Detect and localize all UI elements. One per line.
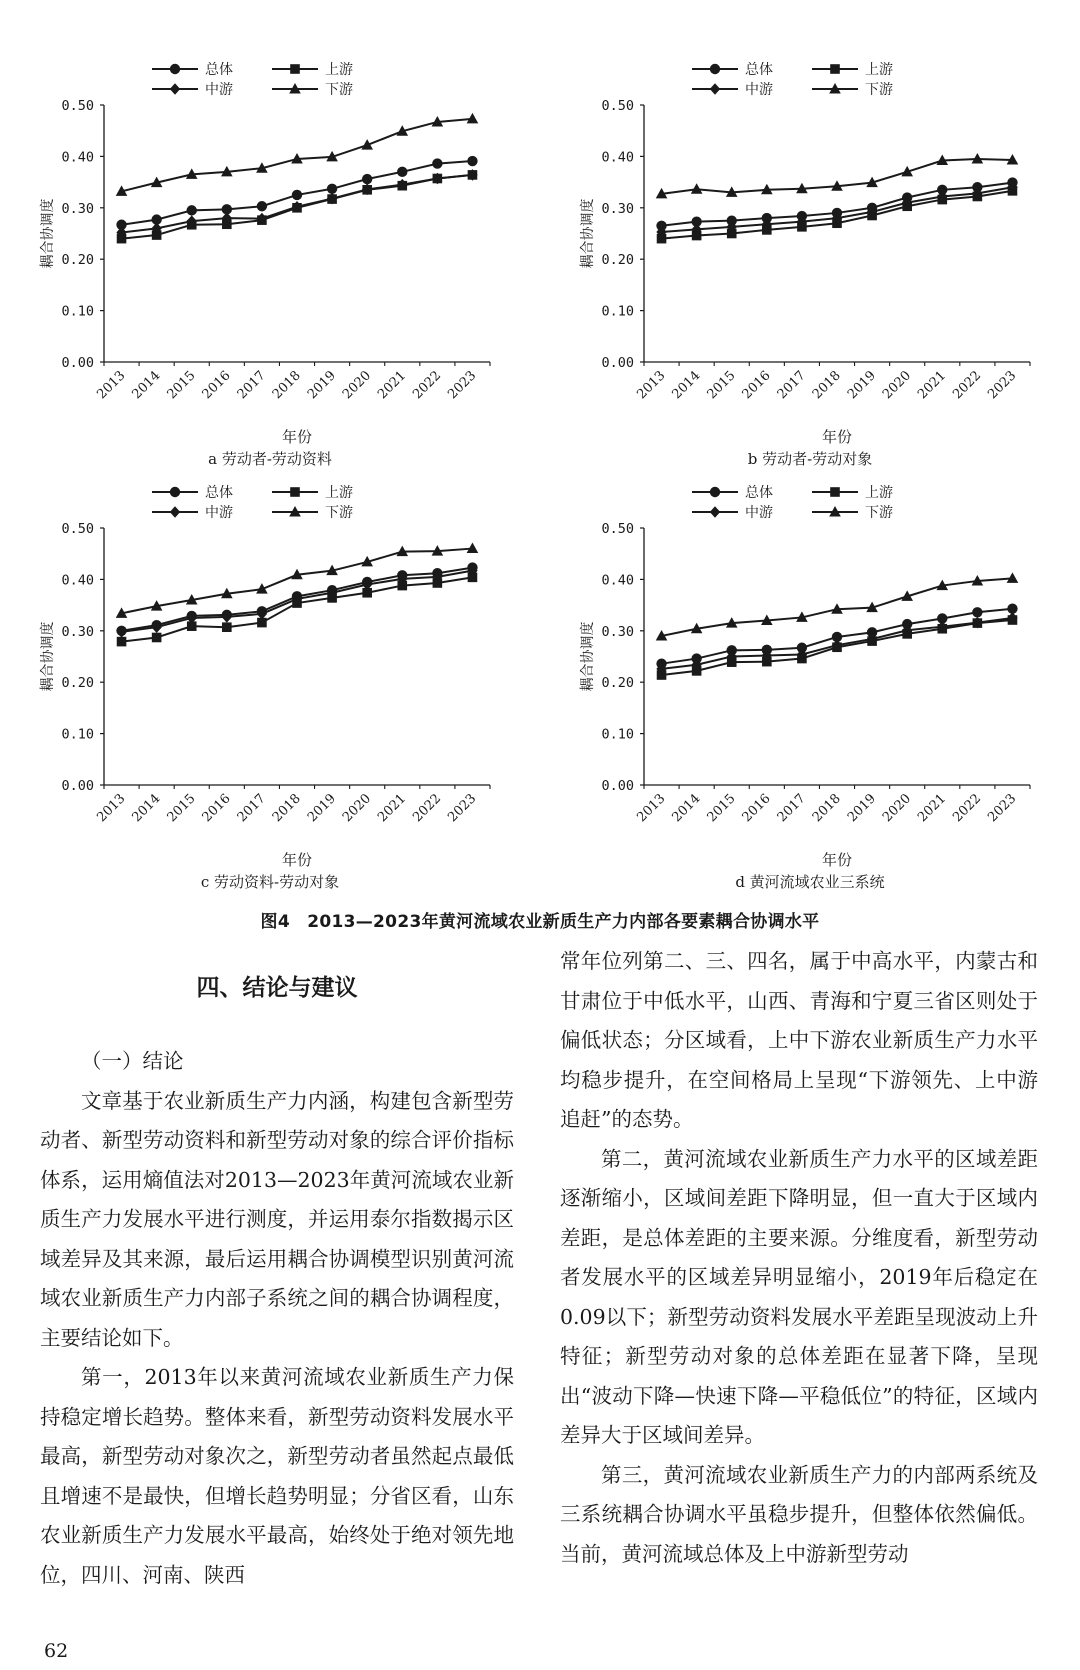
data-point	[187, 205, 197, 215]
data-point	[362, 174, 372, 184]
y-tick-label: 0.50	[61, 521, 94, 537]
chart-d	[540, 478, 1080, 893]
chart-d-svg	[540, 478, 1080, 893]
x-tick-label: 2018	[809, 368, 844, 403]
legend-marker	[170, 506, 180, 518]
data-point	[327, 184, 337, 194]
chart-a-xlabel: 年份	[281, 428, 312, 446]
legend-label: 中游	[745, 82, 773, 98]
x-tick-label: 2014	[129, 791, 164, 826]
x-tick-label: 2013	[94, 791, 129, 826]
legend-label: 中游	[205, 505, 233, 521]
x-tick-label: 2019	[304, 791, 339, 826]
y-tick-label: 0.00	[601, 778, 634, 794]
figure-caption: 图4 2013—2023年黄河流域农业新质生产力内部各要素耦合协调水平	[260, 912, 820, 932]
legend-marker	[710, 64, 720, 74]
data-point	[972, 607, 982, 617]
series-line	[122, 577, 473, 641]
x-tick-label: 2017	[774, 791, 809, 826]
x-tick-label: 2023	[985, 791, 1020, 826]
x-tick-label: 2020	[880, 791, 915, 826]
x-tick-label: 2018	[269, 791, 304, 826]
legend-label: 中游	[745, 505, 773, 521]
legend-marker	[170, 487, 180, 497]
x-tick-label: 2022	[410, 791, 445, 826]
data-point	[467, 543, 479, 554]
y-tick-label: 0.40	[61, 149, 94, 166]
legend-marker	[710, 487, 720, 497]
x-tick-label: 2023	[445, 791, 480, 826]
y-tick-label: 0.10	[61, 303, 94, 320]
chart-b-caption: b 劳动者-劳动对象	[747, 450, 873, 468]
legend-label: 下游	[865, 505, 893, 521]
y-axis-label: 耦合协调度	[580, 198, 596, 269]
chart-b-svg	[540, 55, 1080, 470]
right-column	[560, 942, 1038, 1574]
legend-marker	[710, 83, 720, 95]
y-tick-label: 0.50	[601, 98, 634, 114]
legend-marker	[830, 64, 840, 74]
chart-a-caption: a 劳动者-劳动资料	[208, 450, 332, 468]
x-tick-label: 2018	[269, 368, 304, 403]
x-tick-label: 2015	[164, 368, 199, 403]
y-tick-label: 0.00	[61, 355, 94, 371]
x-tick-label: 2019	[844, 368, 879, 403]
y-tick-label: 0.10	[601, 303, 634, 320]
x-tick-label: 2017	[774, 368, 809, 403]
x-tick-label: 2023	[985, 368, 1020, 403]
chart-b	[540, 55, 1080, 470]
paragraph: 第二，黄河流域农业新质生产力水平的区域差距逐渐缩小，区域间差距下降明显，但一直大于区域内差距，是总体差距的主要来源。分维度看，新型劳动者发展水平的区域差异明显缩小，2019年后稳定在0.09以下；新型劳动资料发展水平差距呈现波动上升特征；新型劳动对象的总体差距在显著下降，呈现出“波动下降—快速下降—平稳低位”的特征，区域内差异大于区域间差异。	[560, 1146, 1038, 1447]
y-axis-label: 耦合协调度	[580, 621, 596, 692]
y-tick-label: 0.40	[601, 149, 634, 166]
data-point	[257, 201, 267, 211]
x-tick-label: 2014	[129, 368, 164, 403]
chart-c-svg	[0, 478, 540, 893]
x-tick-label: 2016	[199, 368, 234, 403]
x-tick-label: 2015	[164, 791, 199, 826]
y-tick-label: 0.20	[601, 675, 634, 692]
page-number: 62	[44, 1640, 69, 1662]
chart-a-svg	[0, 55, 540, 470]
chart-a	[0, 55, 540, 470]
data-point	[117, 637, 127, 647]
legend-label: 上游	[325, 485, 353, 501]
section-heading: 四、结论与建议	[196, 975, 358, 1001]
x-tick-label: 2019	[844, 791, 879, 826]
legend-label: 总体	[745, 62, 773, 78]
data-point	[1007, 572, 1019, 583]
y-axis-label: 耦合协调度	[40, 621, 56, 692]
legend-marker	[710, 506, 720, 518]
x-tick-label: 2019	[304, 368, 339, 403]
section-subheading: （一）结论	[81, 1049, 184, 1073]
y-tick-label: 0.40	[61, 572, 94, 589]
legend-label: 总体	[205, 485, 233, 501]
y-tick-label: 0.00	[601, 355, 634, 371]
chart-c-xlabel: 年份	[281, 851, 312, 869]
x-tick-label: 2014	[669, 368, 704, 403]
chart-d-caption: d 黄河流域农业三系统	[735, 873, 885, 891]
y-axis-label: 耦合协调度	[40, 198, 56, 269]
paragraph: 第三，黄河流域农业新质生产力的内部两系统及三系统耦合协调水平虽稳步提升，但整体依然偏低。当前，黄河流域总体及上中游新型劳动	[560, 1462, 1038, 1566]
legend-label: 下游	[325, 505, 353, 521]
x-tick-label: 2022	[950, 368, 985, 403]
legend-label: 上游	[325, 62, 353, 78]
x-tick-label: 2020	[880, 368, 915, 403]
y-tick-label: 0.10	[601, 726, 634, 743]
chart-c	[0, 478, 540, 893]
legend-marker	[290, 64, 300, 74]
data-point	[467, 113, 479, 124]
legend-label: 中游	[205, 82, 233, 98]
y-tick-label: 0.30	[61, 623, 94, 640]
x-tick-label: 2016	[739, 368, 774, 403]
x-tick-label: 2018	[809, 791, 844, 826]
y-tick-label: 0.30	[601, 200, 634, 217]
x-tick-label: 2015	[704, 368, 739, 403]
y-tick-label: 0.40	[601, 572, 634, 589]
y-tick-label: 0.20	[601, 252, 634, 269]
x-tick-label: 2014	[669, 791, 704, 826]
x-tick-label: 2013	[634, 791, 669, 826]
x-tick-label: 2017	[234, 368, 269, 403]
y-tick-label: 0.50	[61, 98, 94, 114]
legend-marker	[830, 487, 840, 497]
x-tick-label: 2023	[445, 368, 480, 403]
x-tick-label: 2020	[340, 791, 375, 826]
x-tick-label: 2021	[915, 791, 950, 826]
data-point	[432, 158, 442, 168]
x-tick-label: 2016	[739, 791, 774, 826]
legend-label: 上游	[865, 485, 893, 501]
y-tick-label: 0.00	[61, 778, 94, 794]
x-tick-label: 2021	[375, 791, 410, 826]
legend-label: 总体	[205, 62, 233, 78]
x-tick-label: 2013	[94, 368, 129, 403]
legend-label: 总体	[745, 485, 773, 501]
chart-d-xlabel: 年份	[821, 851, 852, 869]
legend-marker	[170, 83, 180, 95]
y-tick-label: 0.30	[61, 200, 94, 217]
x-tick-label: 2022	[410, 368, 445, 403]
data-point	[152, 633, 162, 643]
data-point	[292, 190, 302, 200]
x-tick-label: 2020	[340, 368, 375, 403]
chart-b-xlabel: 年份	[821, 428, 852, 446]
x-tick-label: 2017	[234, 791, 269, 826]
legend-label: 下游	[325, 82, 353, 98]
legend-label: 下游	[865, 82, 893, 98]
paragraph: 文章基于农业新质生产力内涵，构建包含新型劳动者、新型劳动资料和新型劳动对象的综合评价指标体系，运用熵值法对2013—2023年黄河流域农业新质生产力发展水平进行测度，并运用泰尔指数揭示区域差异及其来源，最后运用耦合协调模型识别黄河流域农业新质生产力内部子系统之间的耦合协调程度，主要结论如下。	[40, 1088, 514, 1350]
y-tick-label: 0.20	[61, 675, 94, 692]
x-tick-label: 2015	[704, 791, 739, 826]
x-tick-label: 2021	[915, 368, 950, 403]
x-tick-label: 2013	[634, 368, 669, 403]
legend-label: 上游	[865, 62, 893, 78]
left-column	[40, 944, 514, 1595]
data-point	[222, 622, 232, 632]
y-tick-label: 0.50	[601, 521, 634, 537]
x-tick-label: 2021	[375, 368, 410, 403]
x-tick-label: 2016	[199, 791, 234, 826]
data-point	[691, 183, 703, 194]
data-point	[397, 167, 407, 177]
legend-marker	[170, 64, 180, 74]
legend-marker	[290, 487, 300, 497]
data-point	[467, 156, 477, 166]
x-tick-label: 2022	[950, 791, 985, 826]
paragraph: 第一，2013年以来黄河流域农业新质生产力保持稳定增长趋势。整体来看，新型劳动资料发展水平最高，新型劳动对象次之，新型劳动者虽然起点最低且增速不是最快，但增长趋势明显；分省区看，山东农业新质生产力发展水平最高，始终处于绝对领先地位，四川、河南、陕西	[40, 1365, 514, 1587]
chart-c-caption: c 劳动资料-劳动对象	[200, 873, 340, 891]
paragraph: 常年位列第二、三、四名，属于中高水平，内蒙古和甘肃位于中低水平，山西、青海和宁夏三省区则处于偏低状态；分区域看，上中下游农业新质生产力水平均稳步提升，在空间格局上呈现“下游领先、上中游追赶”的态势。	[560, 949, 1038, 1131]
y-tick-label: 0.10	[61, 726, 94, 743]
y-tick-label: 0.30	[601, 623, 634, 640]
y-tick-label: 0.20	[61, 252, 94, 269]
